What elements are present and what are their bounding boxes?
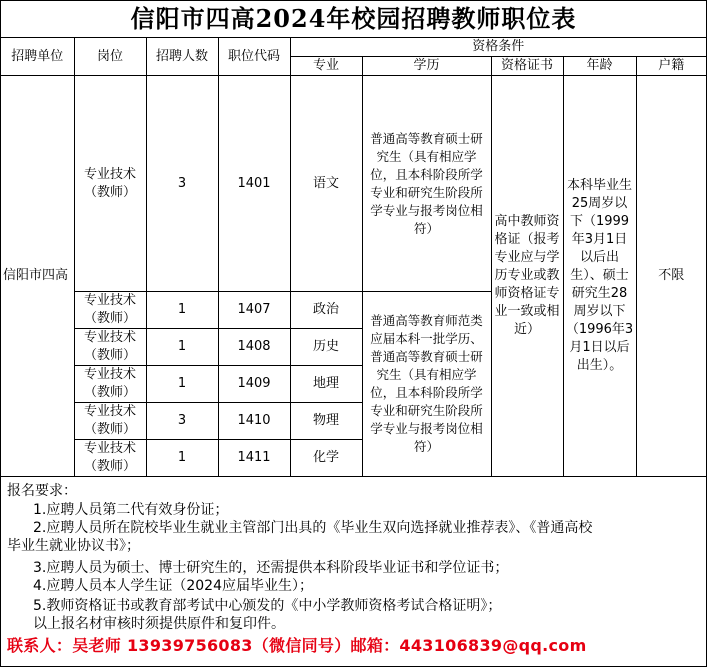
code-cell: 1408 — [218, 329, 290, 366]
post-cell: 专业技术（教师） — [74, 403, 146, 440]
unit-cell: 信阳市四高 — [1, 76, 74, 477]
positions-table — [1, 38, 706, 477]
note-item-3: 3.应聘人员为硕士、博士研究生的，还需提供本科阶段毕业证书和学位证书； — [33, 560, 509, 576]
note-item-2-cont: 毕业生就业协议书》； — [7, 538, 140, 554]
header-post: 岗位 — [74, 38, 146, 76]
count-cell: 1 — [146, 440, 218, 477]
code-cell: 1401 — [218, 76, 290, 292]
post-cell: 专业技术（教师） — [74, 366, 146, 403]
note-item-1: 1.应聘人员第二代有效身份证； — [33, 502, 229, 518]
age-cell: 本科毕业生25周岁以下（1999年3月1日以后出生）、硕士研究生28周岁以下（1996年3月1日以后出生）。 — [563, 76, 636, 477]
table-row — [1, 76, 706, 292]
header-education: 学历 — [362, 57, 491, 76]
major-cell: 地理 — [290, 366, 362, 403]
count-cell: 3 — [146, 76, 218, 292]
post-cell: 专业技术（教师） — [74, 76, 146, 292]
major-cell: 化学 — [290, 440, 362, 477]
count-cell: 1 — [146, 366, 218, 403]
post-cell: 专业技术（教师） — [74, 440, 146, 477]
post-cell: 专业技术（教师） — [74, 329, 146, 366]
notes-heading: 报名要求： — [7, 483, 77, 499]
certificate-cell: 高中教师资格证（报考专业应与学历专业或教师资格证专业一致或相近） — [491, 76, 563, 477]
header-residence: 户籍 — [636, 57, 706, 76]
note-item-2: 2.应聘人员所在院校毕业生就业主管部门出具的《毕业生双向选择就业推荐表》、《普通高校 — [33, 520, 593, 536]
header-certificate: 资格证书 — [491, 57, 563, 76]
code-cell: 1411 — [218, 440, 290, 477]
major-cell: 物理 — [290, 403, 362, 440]
code-cell: 1410 — [218, 403, 290, 440]
count-cell: 1 — [146, 292, 218, 329]
code-cell: 1409 — [218, 366, 290, 403]
note-item-4: 4.应聘人员本人学生证（2024应届毕业生）； — [33, 578, 313, 594]
major-cell: 历史 — [290, 329, 362, 366]
count-cell: 3 — [146, 403, 218, 440]
code-cell: 1407 — [218, 292, 290, 329]
post-cell: 专业技术（教师） — [74, 292, 146, 329]
note-item-6: 以上报名材审核时须提供原件和复印件。 — [33, 616, 285, 632]
header-age: 年龄 — [563, 57, 636, 76]
note-item-5: 5.教师资格证书或教育部考试中心颁发的《中小学教师资格考试合格证明》； — [33, 598, 502, 614]
page-title: 信阳市四高2024年校园招聘教师职位表 — [1, 1, 706, 38]
major-cell: 语文 — [290, 76, 362, 292]
header-unit: 招聘单位 — [1, 38, 74, 76]
header-count: 招聘人数 — [146, 38, 218, 76]
count-cell: 1 — [146, 329, 218, 366]
residence-cell: 不限 — [636, 76, 706, 477]
education-cell-1: 普通高等教育硕士研究生（具有相应学位，且本科阶段所学专业和研究生阶段所学专业与报考岗位相符） — [362, 76, 491, 292]
header-qualifications: 资格条件 — [290, 38, 706, 57]
header-code: 职位代码 — [218, 38, 290, 76]
requirements-notes — [1, 479, 706, 666]
major-cell: 政治 — [290, 292, 362, 329]
contact-info: 联系人：吴老师 13939756083（微信同号）邮箱：443106839@qq.com — [7, 636, 587, 655]
header-major: 专业 — [290, 57, 362, 76]
education-cell-2: 普通高等教育师范类应届本科一批学历、普通高等教育硕士研究生（具有相应学位，且本科阶段所学专业和研究生阶段所学专业与报考岗位相符） — [362, 292, 491, 477]
